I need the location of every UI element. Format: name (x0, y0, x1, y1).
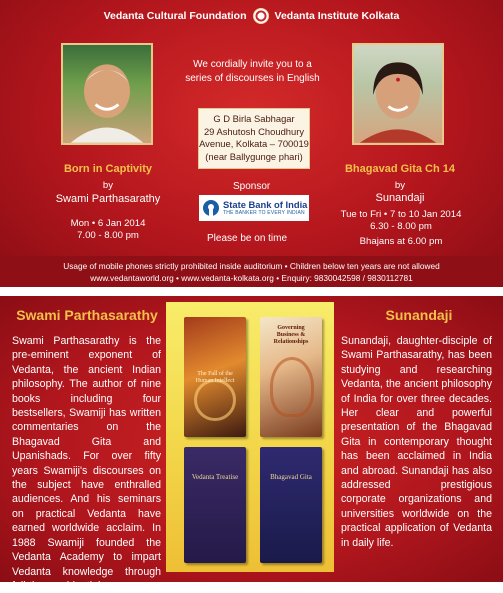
sbi-logo-icon (203, 200, 219, 216)
talk-time-left: 7.00 - 8.00 pm (77, 230, 139, 241)
speaker-name-right: Sunandaji (375, 192, 425, 204)
venue-line: 29 Ashutosh Choudhury (203, 125, 305, 137)
invite-line: We cordially invite you to a (193, 59, 312, 70)
talk-time-right: 6.30 - 8.00 pm (370, 221, 432, 232)
book-cover (184, 447, 246, 563)
sunandaji-photo (352, 43, 444, 145)
invite-line: series of discourses in English (185, 73, 320, 84)
bank-name: State Bank of India (223, 198, 308, 210)
org-left: Vedanta Cultural Foundation (103, 10, 247, 22)
org-right: Vedanta Institute Kolkata (274, 10, 400, 22)
talk-date-left: Mon • 6 Jan 2014 (70, 218, 146, 229)
footer-band (0, 256, 503, 287)
bank-tagline: THE BANKER TO EVERY INDIAN (223, 209, 305, 216)
book-cover (260, 317, 322, 437)
bio-body-left: Swami Parthasarathy is the pre-eminent exponent of Vedanta, the ancient Indian philosophy. The author of nine books including four bestsellers, Swamiji has written commentaries on the Bhagavad Gita and Upanishads. For over fifty years Swamiji's discourses on the subject have enthralled audiences. And his seminars on practical Vedanta have earned worldwide acclaim. In 1988 Swamiji founded the Vedanta Academy to impart Vedanta knowledge through full-time residential courses. (12, 335, 161, 592)
book-cover (260, 447, 322, 563)
invitation-card (0, 0, 503, 287)
book-art-icon (270, 357, 314, 417)
punctuality-notice: Please be on time (207, 233, 288, 244)
foundation-emblem-icon (253, 8, 269, 24)
talk-date-right: Tue to Fri • 7 to 10 Jan 2014 (340, 209, 462, 220)
bio-body-right: Sunandaji, daughter-disciple of Swami Parthasarathy, has been studying and researching Vedanta, the ancient philosophy of India for over three decades. Her clear and powerful presentation of the Bhagavad Gita in contemporary thought has been acclaimed in India and abroad. Sunandaji has also addressed prestigious corporate organizations and universities worldwide on the practical application of Vedanta in daily life. (341, 335, 492, 549)
book-art-icon (194, 379, 236, 421)
portrait-woman-icon (354, 45, 442, 143)
books-panel (166, 302, 334, 572)
sponsor-label: Sponsor (233, 181, 271, 192)
sponsor-logo (199, 195, 309, 221)
swami-parthasarathy-photo (61, 43, 153, 145)
book-title: Vedanta Treatise (191, 473, 239, 481)
book-title: The Fall of the Human Intellect (195, 371, 235, 384)
talk-by-right: by (394, 180, 406, 191)
talk-by-left: by (102, 180, 114, 191)
talk-title-right: Bhagavad Gita Ch 14 (344, 163, 456, 175)
bio-title-right: Sunandaji (385, 307, 453, 323)
talk-title-left: Born in Captivity (63, 163, 152, 175)
venue-box (198, 108, 310, 169)
book-cover (184, 317, 246, 437)
bhajans-time: Bhajans at 6.00 pm (359, 236, 443, 247)
book-title: Governing Business & Relationships (273, 325, 309, 345)
footer-rules: Usage of mobile phones strictly prohibited inside auditorium • Children below ten years are not allowed (63, 261, 440, 271)
footer-contact: www.vedantaworld.org • www.vedanta-kolkata.org • Enquiry: 9830042598 / 9830112781 (90, 273, 413, 283)
venue-line: Avenue, Kolkata – 700019 (199, 138, 309, 150)
bio-title-left: Swami Parthasarathy (16, 307, 158, 323)
header-row (0, 8, 503, 24)
venue-line: G D Birla Sabhagar (213, 113, 295, 124)
speaker-name-left: Swami Parthasarathy (55, 193, 161, 205)
venue-line: (near Ballygunge phari) (205, 150, 303, 162)
portrait-man-icon (63, 45, 151, 143)
book-title: Bhagavad Gita (270, 473, 312, 481)
invitation-text (175, 58, 330, 86)
